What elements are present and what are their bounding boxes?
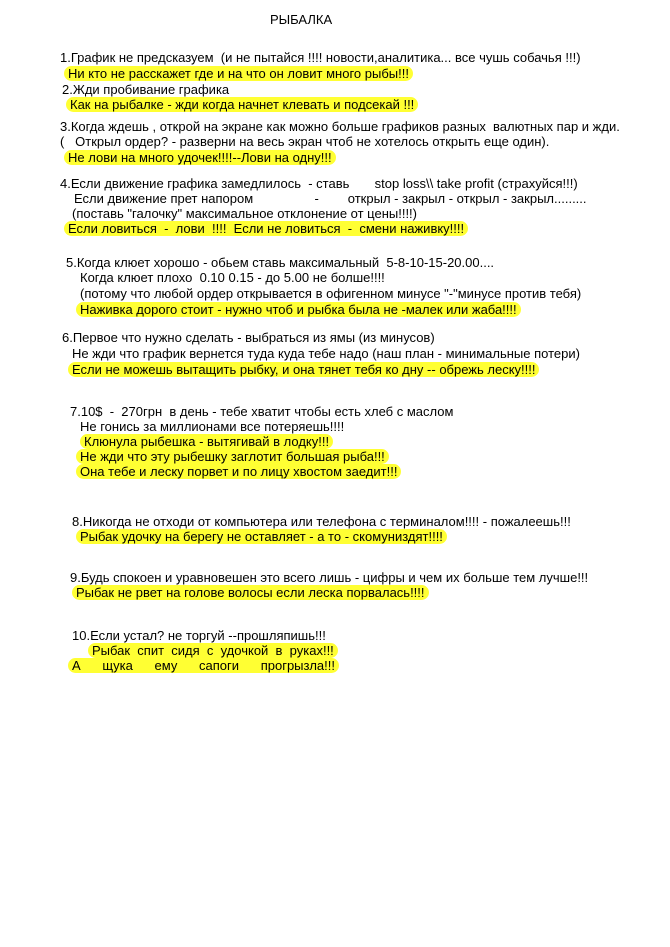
rule-8-text: 8.Никогда не отходи от компьютера или телефона с терминалом!!!! - пожалеешь!!! — [72, 514, 571, 529]
rule-10-highlight-1: Рыбак спит сидя с удочкой в руках!!! — [88, 643, 338, 658]
rule-4-text-3: (поставь "галочку" максимальное отклонение от цены!!!!) — [72, 206, 418, 221]
rule-7-highlight-2: Не жди что эту рыбешку заглотит большая рыба!!! — [76, 449, 389, 464]
rule-7-text: 7.10$ - 270грн в день - тебе хватит чтобы есть хлеб с маслом — [70, 404, 454, 419]
rule-1-text: 1.График не предсказуем (и не пытайся !!!! новости,аналитика... все чушь собачья !!!) — [60, 50, 581, 65]
rule-8-highlight: Рыбак удочку на берегу не оставляет - а то - скомуниздят!!!! — [76, 529, 447, 544]
rule-7-highlight-1: Клюнула рыбешка - вытягивай в лодку!!! — [80, 434, 333, 449]
rule-3-text-2: ( Открыл ордер? - разверни на весь экран чтоб не хотелось открыть еще один). — [60, 134, 550, 149]
rule-10-text: 10.Если устал? не торгуй --прошляпишь!!! — [72, 628, 326, 643]
rule-5-text: 5.Когда клюет хорошо - обьем ставь максимальный 5-8-10-15-20.00.... — [66, 255, 495, 270]
rule-7-highlight-3: Она тебе и леску порвет и по лицу хвостом заедит!!! — [76, 464, 401, 479]
rule-4-text: 4.Если движение графика замедлилось - ставь stop loss\\ take profit (страхуйся!!!) — [60, 176, 578, 191]
rule-7-text-2: Не гонись за миллионами все потеряешь!!!! — [80, 419, 345, 434]
rule-9-text: 9.Будь спокоен и уравновешен это всего лишь - цифры и чем их больше тем лучше!!! — [70, 570, 589, 585]
rule-5-text-2: Когда клюет плохо 0.10 0.15 - до 5.00 не болше!!!! — [80, 270, 385, 285]
rule-6-text-2: Не жди что график вернется туда куда тебе надо (наш план - минимальные потери) — [72, 346, 580, 361]
rule-6-highlight: Если не можешь вытащить рыбку, и она тянет тебя ко дну -- обрежь леску!!!! — [68, 362, 539, 377]
rule-6-text: 6.Первое что нужно сделать - выбраться из ямы (из минусов) — [62, 330, 435, 345]
rule-9-highlight: Рыбак не рвет на голове волосы если леска порвалась!!!! — [72, 585, 429, 600]
rule-5-text-3: (потому что любой ордер открывается в офигенном минусе "-"минусе против тебя) — [80, 286, 582, 301]
rule-5-highlight: Наживка дорого стоит - нужно чтоб и рыбка была не -малек или жаба!!!! — [76, 302, 521, 317]
document-title: РЫБАЛКА — [270, 12, 333, 27]
rule-2-text: 2.Жди пробивание графика — [62, 82, 230, 97]
rule-10-highlight-2: А щука ему сапоги прогрызла!!! — [68, 658, 339, 673]
rule-4-text-2: Если движение прет напором - открыл - закрыл - открыл - закрыл......... — [74, 191, 587, 206]
rule-3-text: 3.Когда ждешь , открой на экране как можно больше графиков разных валютных пар и жди. — [60, 119, 620, 134]
rule-2-highlight: Как на рыбалке - жди когда начнет клевать и подсекай !!! — [66, 97, 418, 112]
rule-4-highlight: Если ловиться - лови !!!! Если не ловиться - смени наживку!!!! — [64, 221, 468, 236]
rule-1-highlight: Ни кто не расскажет где и на что он ловит много рыбы!!! — [64, 66, 413, 81]
rule-3-highlight: Не лови на много удочек!!!!--Лови на одну!!! — [64, 150, 336, 165]
